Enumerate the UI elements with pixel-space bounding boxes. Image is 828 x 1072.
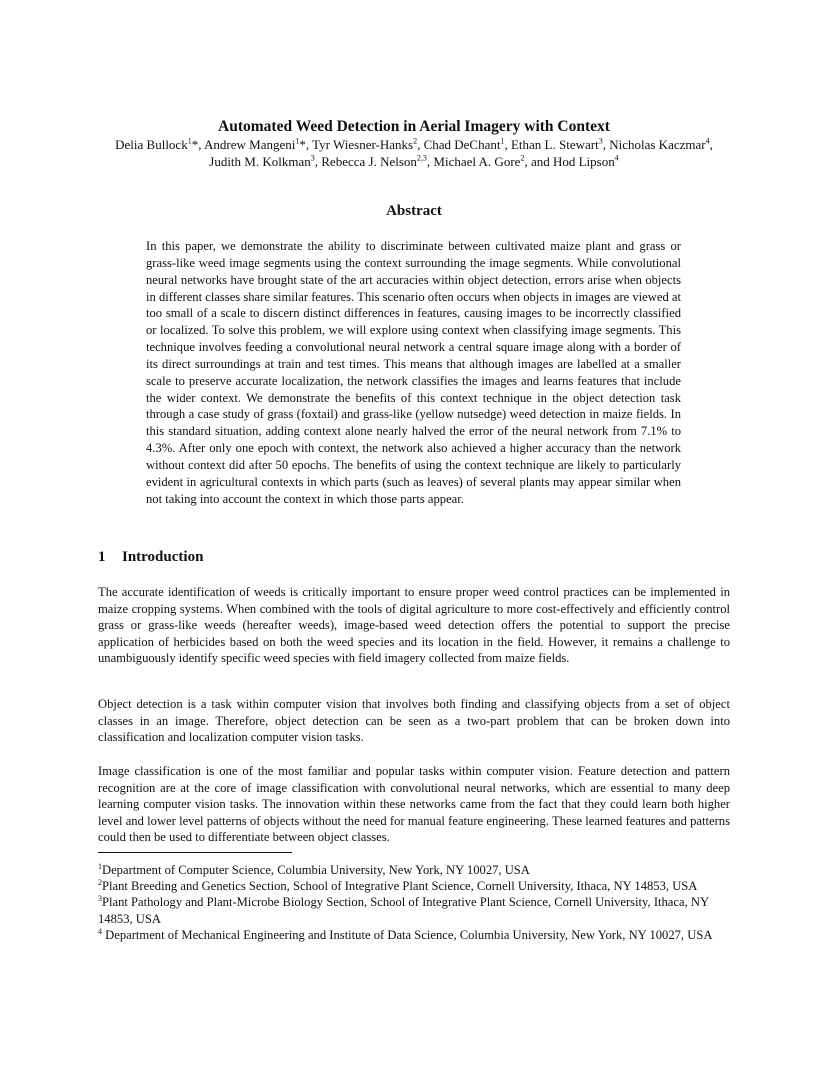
- author-affiliation: 3: [598, 136, 603, 146]
- author-affiliation: 2: [520, 153, 525, 163]
- author-separator: ,: [709, 137, 713, 152]
- author-affiliation: 1: [500, 136, 505, 146]
- section-title: Introduction: [122, 549, 204, 565]
- footnote-mark: 3: [98, 894, 102, 904]
- footnote-item: [98, 927, 730, 943]
- author-affiliation: 4: [705, 136, 710, 146]
- section-heading-introduction: [98, 548, 203, 566]
- author-name: Chad DeChant: [423, 137, 501, 152]
- author-list: [90, 136, 738, 170]
- author-name: Hod Lipson: [552, 154, 615, 169]
- author-affiliation: 3: [310, 153, 315, 163]
- author-separator: ,: [417, 137, 424, 152]
- author-separator: ,: [314, 154, 322, 169]
- footnote-mark: 4: [98, 926, 102, 936]
- abstract-heading: Abstract: [386, 203, 442, 219]
- author-affiliation: 1: [295, 136, 300, 146]
- author-name: Michael A. Gore: [433, 154, 521, 169]
- footnote-text: Plant Breeding and Genetics Section, School of Integrative Plant Science, Cornell University, Ithaca, NY 14853, USA: [102, 879, 698, 894]
- body-paragraph: Image classification is one of the most familiar and popular tasks within computer vision. Feature detection and pattern recognition are at the core of image classification with convolutional neural networks, which are essential to many deep learning computer vision tasks. The innovation within these networks came from the fact that they could learn both higher level and lower level patterns of objects without the need for manual feature engineering. These learned features and patterns could then be used to differentiate between object classes.: [98, 764, 730, 845]
- footnote-item: [98, 878, 730, 894]
- author-affiliation: 2,3: [416, 153, 427, 163]
- footnote-mark: 1: [98, 861, 102, 871]
- footnote-text: Plant Pathology and Plant-Microbe Biology Section, School of Integrative Plant Science, Cornell University, Ithaca, NY 14853, USA: [98, 895, 709, 926]
- author-separator: , and: [524, 154, 553, 169]
- author-name: Judith M. Kolkman: [209, 154, 311, 169]
- author-name: Andrew Mangeni: [204, 137, 296, 152]
- author-separator: ,: [602, 137, 610, 152]
- author-name: Rebecca J. Nelson: [321, 154, 417, 169]
- footnote-item: [98, 862, 730, 878]
- author-name: Tyr Wiesner-Hanks: [312, 137, 414, 152]
- author-separator: ,: [426, 154, 434, 169]
- author-name: Nicholas Kaczmar: [609, 137, 706, 152]
- author-affiliation: 4: [614, 153, 619, 163]
- body-paragraph: Object detection is a task within computer vision that involves both finding and classifying objects from a set of object classes in an image. Therefore, object detection can be seen as a two-part problem that can be broken down into classification and localization computer vision tasks.: [98, 697, 730, 745]
- footnote-item: [98, 894, 730, 926]
- author-name: Delia Bullock: [115, 137, 188, 152]
- footnotes: [98, 862, 730, 943]
- author-separator: *,: [299, 137, 313, 152]
- footnote-text: Department of Computer Science, Columbia University, New York, NY 10027, USA: [102, 863, 530, 877]
- abstract-text: In this paper, we demonstrate the ability to discriminate between cultivated maize plant and grass or grass-like weed image segments using the context surrounding the image segments. While convolutional neural networks have brought state of the art accuracies within object detection, errors arise when objects in different classes share similar features. This scenario often occurs when objects in images are viewed at too small of a scale to discern distinct differences in features, causing images to be incorrectly classified or localized. To solve this problem, we will explore using context when classifying image segments. This technique involves feeding a convolutional neural network a central square image along with a border of its direct surroundings at train and test times. This means that although images are labelled at a smaller scale to preserve accurate localization, the network classifies the images and learns features that include the wider context. We demonstrate the benefits of this context technique in the object detection task through a case study of grass (foxtail) and grass-like (yellow nutsedge) weed detection in maize fields. In this standard situation, adding context alone nearly halved the error of the neural network from 7.1% to 4.3%. After only one epoch with context, the network also achieved a higher accuracy than the network without context did after 50 epochs. The benefits of using the context technique are likely to particularly evident in agricultural contexts in which parts (such as leaves) of several plants may appear similar when not taking into account the context in which those parts appear.: [146, 239, 681, 506]
- author-separator: ,: [504, 137, 511, 152]
- footnote-mark: 2: [98, 878, 102, 888]
- footnote-text: Department of Mechanical Engineering and Institute of Data Science, Columbia University, New York, NY 10027, USA: [102, 927, 713, 942]
- section-number: 1: [98, 549, 106, 565]
- paper-title: Automated Weed Detection in Aerial Imagery with Context: [218, 118, 610, 135]
- author-affiliation: 1: [187, 136, 192, 146]
- body-paragraph: The accurate identification of weeds is critically important to ensure proper weed control practices can be implemented in maize cropping systems. When combined with the tools of digital agriculture to more cost-effectively and efficiently control grass or grass-like weeds (hereafter weeds), image-based weed detection offers the potential to support the precise application of herbicides based on both the weed species and its location in the field. However, it remains a challenge to unambiguously identify specific weed species with field imagery collected from maize fields.: [98, 585, 730, 666]
- author-separator: *,: [191, 137, 205, 152]
- author-name: Ethan L. Stewart: [510, 137, 599, 152]
- footnote-divider: [98, 852, 292, 853]
- author-affiliation: 2: [413, 136, 418, 146]
